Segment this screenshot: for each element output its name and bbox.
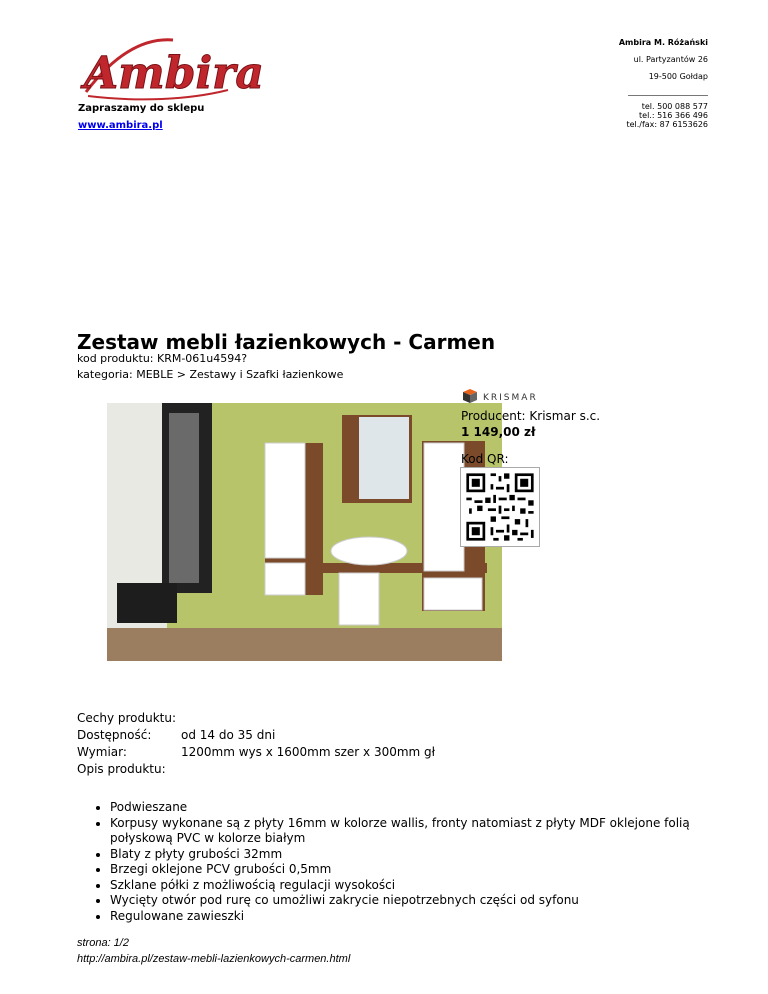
product-category: kategoria: MEBLE > Zestawy i Szafki łazienkowe (77, 368, 344, 381)
qr-code-icon[interactable] (460, 467, 540, 547)
company-divider (628, 95, 708, 96)
producer: Producent: Krismar s.c. (461, 409, 601, 423)
list-item: • Brzegi oklejone PCV grubości 0,5mm (110, 862, 750, 878)
availability-row (77, 727, 435, 744)
brand-logo (461, 388, 571, 404)
features-heading: Cechy produktu: (77, 711, 177, 725)
list-item: • Regulowane zawieszki (110, 909, 750, 925)
product-features (77, 710, 435, 778)
company-street: ul. Partyzantów 26 (633, 55, 708, 64)
list-item: • Podwieszane (110, 800, 750, 816)
page-number: strona: 1/2 (77, 937, 129, 949)
description-label: Opis produktu: (77, 762, 166, 776)
size-label: Wymiar: (77, 745, 127, 759)
qr-label: Kod QR: (461, 452, 509, 466)
list-item: • Szklane półki z możliwością regulacji wysokości (110, 878, 750, 894)
size-row (77, 744, 435, 761)
company-phone-2: tel.: 516 366 496 (639, 111, 708, 120)
product-price: 1 149,00 zł (461, 425, 536, 439)
description-list (93, 800, 750, 924)
product-code: kod produktu: KRM-061u4594? (77, 352, 248, 365)
company-fax: tel./fax: 87 6153626 (626, 120, 708, 129)
company-name: Ambira M. Różański (618, 38, 708, 47)
page-url: http://ambira.pl/zestaw-mebli-lazienkowych-carmen.html (77, 953, 351, 965)
company-info (508, 34, 708, 129)
size-value: 1200mm wys x 1600mm szer x 300mm gł (181, 745, 436, 759)
brand-logo-text: KRISMAR (483, 393, 538, 403)
company-phone: tel. 500 088 577 (641, 102, 708, 111)
product-title: Zestaw mebli łazienkowych - Carmen (77, 330, 496, 354)
ambira-logo[interactable] (78, 30, 264, 110)
product-photo[interactable] (107, 403, 502, 661)
availability-label: Dostępność: (77, 728, 152, 742)
welcome-text: Zapraszamy do sklepu (78, 103, 205, 114)
list-item: • Korpusy wykonane są z płyty 16mm w kolorze wallis, fronty natomiast z płyty MDF oklejone folią połyskową PVC w kolorze białym (110, 816, 750, 847)
list-item: • Wycięty otwór pod rurę co umożliwi zakrycie niepotrzebnych części od syfonu (110, 893, 750, 909)
list-item: • Blaty z płyty grubości 32mm (110, 847, 750, 863)
availability-value: od 14 do 35 dni (181, 728, 276, 742)
site-link[interactable]: www.ambira.pl (78, 120, 163, 131)
krismar-cube-icon (461, 388, 571, 404)
company-city: 19-500 Gołdap (648, 72, 708, 81)
logo-text: Ambira (84, 48, 264, 99)
